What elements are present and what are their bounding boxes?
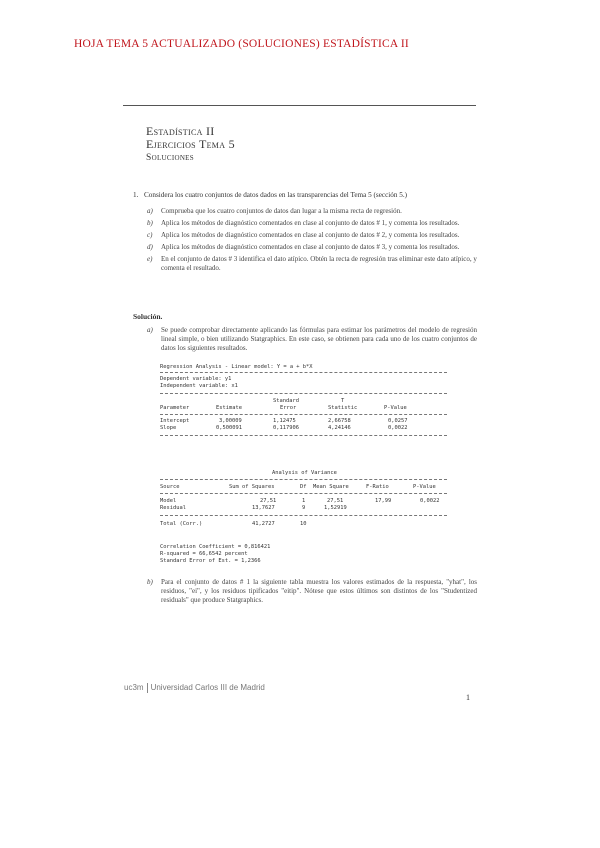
- table-cell: 3,00009: [219, 418, 242, 424]
- divider: [160, 414, 447, 415]
- table-cell: Total (Corr.): [160, 521, 203, 527]
- solution-a-label: a): [147, 326, 153, 334]
- question-1: [133, 191, 478, 200]
- list-item: [147, 243, 477, 252]
- table-cell: Intercept: [160, 418, 190, 424]
- solution-a-text: Se puede comprobar directamente aplicando las fórmulas para estimar los parámetros del modelo de regresión lineal simple, o bien utilizando Statgraphics. En este caso, se obtienen para cada uno de los cuatro conjuntos de datos los siguientes resultados.: [161, 326, 477, 352]
- table-cell: 1: [302, 498, 306, 504]
- col-header: Estimate: [216, 405, 242, 411]
- item-text: En el conjunto de datos # 3 identifica el dato atípico. Obtén la recta de regresión tras eliminar este dato atípico, y comenta el resultado.: [161, 255, 477, 272]
- university-logo: [124, 683, 265, 693]
- item-label: e): [147, 255, 153, 263]
- question-number: 1.: [133, 191, 139, 199]
- item-label: a): [147, 207, 153, 215]
- table-cell: 13,7627: [252, 505, 275, 511]
- item-text: Comprueba que los cuatro conjuntos de datos dan lugar a la misma recta de regresión.: [161, 207, 402, 215]
- item-label: c): [147, 231, 153, 239]
- list-item: [147, 219, 477, 228]
- list-item: [147, 207, 477, 216]
- table-cell: 2,66758: [328, 418, 351, 424]
- heading-block: [146, 125, 235, 165]
- table-cell: 0,0257: [388, 418, 408, 424]
- item-label: d): [147, 243, 153, 251]
- col-header: Parameter: [160, 405, 190, 411]
- col-standard-label: Standard: [273, 398, 299, 404]
- col-header: Source: [160, 484, 180, 490]
- table-cell: 4,24146: [328, 425, 351, 431]
- table-cell: 27,51: [260, 498, 277, 504]
- heading-course: Estadística II: [146, 124, 215, 138]
- question-items: [147, 207, 477, 276]
- table-cell: 0,0022: [388, 425, 408, 431]
- divider: [160, 479, 447, 480]
- col-header: Mean Square: [313, 484, 349, 490]
- table-cell: Slope: [160, 425, 177, 431]
- list-item: [147, 231, 477, 240]
- col-header: F-Ratio: [366, 484, 389, 490]
- col-header: Sum of Squares: [229, 484, 275, 490]
- col-header: Statistic: [328, 405, 358, 411]
- col-t-label: T: [341, 398, 345, 404]
- table-cell: 0,0022: [420, 498, 440, 504]
- divider: [160, 372, 447, 373]
- table-cell: 27,51: [327, 498, 344, 504]
- list-item: [147, 255, 477, 273]
- heading-solutions: Soluciones: [146, 153, 194, 163]
- item-label: b): [147, 219, 153, 227]
- divider: [160, 515, 447, 516]
- table-cell: 0,117906: [273, 425, 299, 431]
- divider: [160, 393, 447, 394]
- table-cell: 9: [302, 505, 306, 511]
- anova-title: Analysis of Variance: [272, 470, 337, 476]
- col-header: P-Value: [384, 405, 407, 411]
- table-cell: Residual: [160, 505, 186, 511]
- table-cell: 17,99: [375, 498, 392, 504]
- divider: [160, 493, 447, 494]
- question-text: Considera los cuatro conjuntos de datos dados en las transparencias del Tema 5 (sección 5.): [144, 191, 408, 199]
- col-header: Error: [280, 405, 297, 411]
- table-cell: Model: [160, 498, 177, 504]
- logo-divider: [147, 683, 148, 693]
- page-number: 1: [466, 693, 470, 702]
- table-cell: 10: [300, 521, 307, 527]
- top-rule: [123, 105, 476, 106]
- item-text: Aplica los métodos de diagnóstico comentados en clase al conjunto de datos # 3, y comenta los resultados.: [161, 243, 460, 251]
- table-cell: 0,500091: [216, 425, 242, 431]
- regression-title: Regression Analysis - Linear model: Y = a + b*X: [160, 364, 313, 370]
- uc3m-mark: uc3m: [124, 683, 144, 693]
- col-header: Df: [300, 484, 307, 490]
- stat-line: R-squared = 66,6542 percent: [160, 551, 248, 557]
- regression-independent: Independent variable: x1: [160, 383, 238, 389]
- regression-dependent: Dependent variable: y1: [160, 376, 232, 382]
- table-cell: 41,2727: [252, 521, 275, 527]
- heading-exercises: Ejercicios Tema 5: [146, 137, 235, 151]
- stat-line: Standard Error of Est. = 1,2366: [160, 558, 261, 564]
- item-text: Aplica los métodos de diagnóstico comentados en clase al conjunto de datos # 2, y comenta los resultados.: [161, 231, 460, 239]
- item-text: Aplica los métodos de diagnóstico comentados en clase al conjunto de datos # 1, y comenta los resultados.: [161, 219, 460, 227]
- table-cell: 1,12475: [273, 418, 296, 424]
- table-cell: 1,52919: [324, 505, 347, 511]
- solution-b-text: Para el conjunto de datos # 1 la siguiente tabla muestra los valores estimados de la respuesta, "yhat", los residuos, "ei", y los residuos tipificados "eitip". Nótese que estos últimos son distintos de los "Studentized residuals" que produce Statgraphics.: [161, 578, 477, 604]
- divider: [160, 435, 447, 436]
- solution-a: [147, 326, 477, 353]
- solution-b: [147, 578, 477, 605]
- col-header: P-Value: [413, 484, 436, 490]
- stat-line: Correlation Coefficient = 0,816421: [160, 544, 271, 550]
- document-header-title: HOJA TEMA 5 ACTUALIZADO (SOLUCIONES) ESTADÍSTICA II: [74, 38, 409, 50]
- solution-b-label: b): [147, 578, 153, 586]
- university-name: Universidad Carlos III de Madrid: [150, 683, 265, 693]
- solution-title: Solución.: [133, 312, 163, 321]
